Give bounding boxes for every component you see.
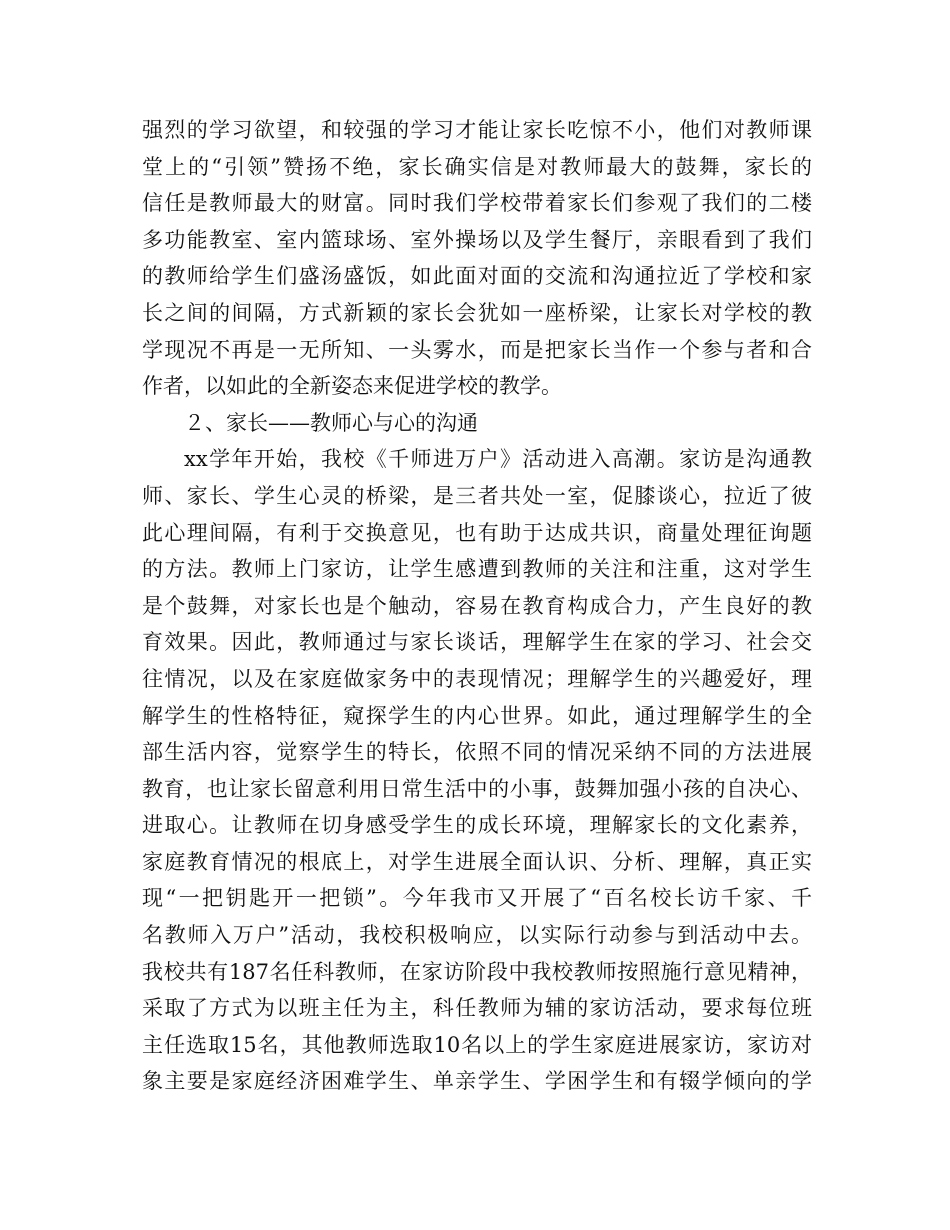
text-line: 育效果。因此，教师通过与家长谈话，理解学生在家的学习、社会交 bbox=[142, 630, 812, 655]
text-line: 多功能教室、室内篮球场、室外操场以及学生餐厅，亲眼看到了我们 bbox=[142, 227, 812, 252]
text-line: xx学年开始，我校《千师进万户》活动进入高潮。家访是沟通教 bbox=[184, 447, 812, 472]
text-line: 往情况，以及在家庭做家务中的表现情况；理解学生的兴趣爱好，理 bbox=[142, 666, 812, 691]
text-line: 师、家长、学生心灵的桥梁，是三者共处一室，促膝谈心，拉近了彼 bbox=[142, 483, 812, 508]
text-line: 象主要是家庭经济困难学生、单亲学生、学困学生和有辍学倾向的学 bbox=[142, 1069, 812, 1094]
text-line: 的方法。教师上门家访，让学生感遭到教师的关注和注重，这对学生 bbox=[142, 557, 812, 582]
text-line: 采取了方式为以班主任为主，科任教师为辅的家访活动，要求每位班 bbox=[142, 996, 812, 1021]
text-line: 此心理间隔，有利于交换意见，也有助于达成共识，商量处理征询题 bbox=[142, 520, 812, 545]
text-line: 学现况不再是一无所知、一头雾水，而是把家长当作一个参与者和合 bbox=[142, 337, 812, 362]
text-line: 我校共有187名任科教师，在家访阶段中我校教师按照施行意见精神， bbox=[142, 959, 812, 984]
document-body bbox=[142, 112, 812, 1100]
paragraph-2 bbox=[142, 441, 812, 1100]
text-line: 堂上的“引领”赞扬不绝，家长确实信是对教师最大的鼓舞，家长的 bbox=[142, 154, 812, 179]
text-line: 是个鼓舞，对家长也是个触动，容易在教育构成合力，产生良好的教 bbox=[142, 593, 812, 618]
text-line: 主任选取15名，其他教师选取10名以上的学生家庭进展家访，家访对 bbox=[142, 1032, 812, 1057]
text-line: 部生活内容，觉察学生的特长，依照不同的情况采纳不同的方法进展 bbox=[142, 740, 812, 765]
text-line: 的教师给学生们盛汤盛饭，如此面对面的交流和沟通拉近了学校和家 bbox=[142, 264, 812, 289]
text-line: 进取心。让教师在切身感受学生的成长环境，理解家长的文化素养， bbox=[142, 813, 812, 838]
section-heading: ２、家长——教师心与心的沟通 bbox=[184, 410, 478, 435]
text-line: 家庭教育情况的根底上，对学生进展全面认识、分析、理解，真正实 bbox=[142, 849, 812, 874]
text-line: 解学生的性格特征，窥探学生的内心世界。如此，通过理解学生的全 bbox=[142, 703, 812, 728]
text-line: 作者，以如此的全新姿态来促进学校的教学。 bbox=[142, 374, 562, 399]
text-line: 名教师入万户”活动，我校积极响应，以实际行动参与到活动中去。 bbox=[142, 923, 812, 948]
text-line: 信任是教师最大的财富。同时我们学校带着家长们参观了我们的二楼 bbox=[142, 191, 812, 216]
text-line: 教育，也让家长留意利用日常生活中的小事，鼓舞加强小孩的自决心、 bbox=[142, 776, 812, 801]
text-line: 强烈的学习欲望，和较强的学习才能让家长吃惊不小，他们对教师课 bbox=[142, 118, 812, 142]
paragraph-1 bbox=[142, 112, 812, 405]
text-line: 现“一把钥匙开一把锁”。今年我市又开展了“百名校长访千家、千 bbox=[142, 886, 812, 911]
text-line: 长之间的间隔，方式新颖的家长会犹如一座桥梁，让家长对学校的教 bbox=[142, 300, 812, 325]
